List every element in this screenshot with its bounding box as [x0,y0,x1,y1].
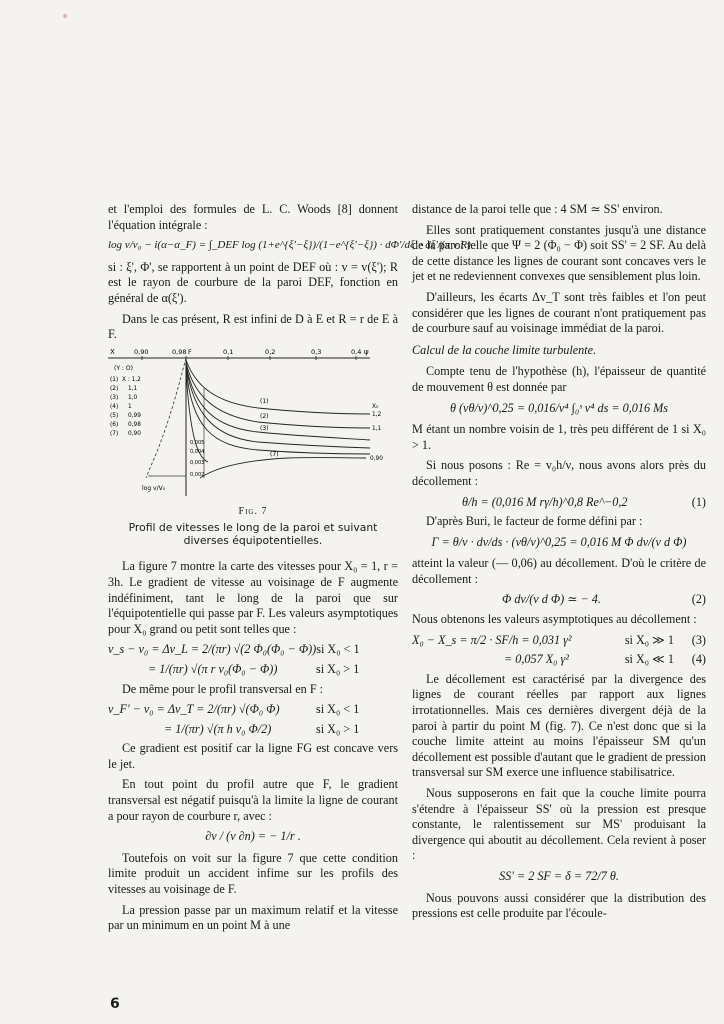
left-paragraph-9: La pression passe par un maximum relatif et la vitesse par un minimum en un point M à une [108,902,398,933]
right-paragraph-3: D'ailleurs, les écarts Δv_T sont très faibles et l'on peut considérer que les lignes de courant n'ont pratiquement pas de courbure sauf au voisinage immédiat de la paroi. [412,289,706,336]
legend-num-3: (3) [110,394,119,401]
section-title: Calcul de la couche limite turbulente. [412,342,597,357]
legend-num-6: (6) [110,421,119,428]
legend-x-4: 1 [128,403,132,410]
legend-x-2: 1,1 [128,385,138,392]
equation-4 [412,652,706,668]
legend-x-1: X : 1,2 [122,376,141,383]
page-number: 6 [110,996,120,1012]
tick-098: 0,98 [172,347,187,356]
tick-f: F [188,347,192,356]
axis-label-log: log v/V₀ [142,484,166,492]
equation-4-number: (4) [691,652,706,667]
right-paragraph-12: Nous pouvons aussi considérer que la distribution des pressions est celle produite par l'écoule- [412,890,706,921]
left-paragraph-6: Ce gradient est positif car la ligne FG est concave vers le jet. [108,741,398,771]
equation-dvl-small [108,642,398,658]
equation-dvt-large-cond: si X₀ > 1 [316,721,360,736]
equation-2-number: (2) [691,592,706,607]
inner-label-4: 0,002 [190,471,205,478]
tick-x: X [110,347,115,356]
y0-label: (Y : O) [114,364,133,372]
legend-x-6: 0,98 [128,421,141,428]
legend-x-7: 0,90 [128,430,141,437]
equation-4-expr: = 0,057 X₀ γ² [504,652,569,667]
equation-3-number: (3) [691,632,706,647]
left-paragraph-3: Dans le cas présent, R est infini de D à E et R = r de E à F. [108,311,398,342]
equation-3-expr: X₀ − X_s = π/2 · SF/h = 0,031 γ² [412,632,572,647]
left-paragraph-2: si : ξ', Φ', se rapportent à un point de DEF où : v = v(ξ'); R est le rayon de courbure de la paroi DEF, fonction en général de α(ξ'). [108,259,398,305]
equation-dvl-large [108,662,398,678]
equation-dvt-small-expr: v_F' − v₀ = Δv_T = 2/(πr) √(Φ₀ Φ) [108,702,280,717]
inner-label-3: 0,003 [190,459,205,466]
left-paragraph-8: Toutefois on voit sur la figure 7 que cette condition limite produit un accident infime sur les profils des vitesses au voisinage de F. [108,850,398,897]
curve-labels [260,398,279,458]
left-paragraph-1: et l'emploi des formules de L. C. Woods [8] donnent l'équation intégrale : [108,202,398,232]
right-label-090: 0,90 [370,455,383,462]
figure-caption: Profil de vitesses le long de la paroi et suivant diverses équipotentielles. [128,521,378,548]
equation-2-expr: Φ dv/(v d Φ) ≃ − 4. [502,592,601,607]
equation-3 [412,633,706,649]
legend-num-7: (7) [110,430,119,437]
left-paragraph-7: En tout point du profil autre que F, le gradient transversal est négatif puisqu'à la limite la ligne de courant a pour rayon de courbure r, avec : [108,777,398,823]
right-labels [370,404,383,462]
legend-num-1: (1) [110,376,119,383]
tick-04: 0,4 [351,347,362,356]
curve-3 [186,364,370,440]
right-paragraph-1: distance de la paroi telle que : 4 SM ≃ SS' environ. [412,202,663,216]
legend-num-4: (4) [110,403,119,410]
equation-dvl-small-expr: v_s − v₀ = Δv_L = 2/(πr) √(2 Φ₀(Φ₀ − Φ)) [108,642,317,657]
equation-integral: log v/v₀ − i(α−α_F) = ∫_DEF log (1+e^{ξ'−ξ})/(1−e^{ξ'−ξ}) · dΦ'/dξ' · dξ'/(π v R) [108,239,471,252]
equation-dvt-large [108,722,398,738]
curve-2 [186,362,370,428]
curve-label-7: (7) [270,450,279,458]
equation-dvl-large-expr: = 1/(πr) √(π r v₀(Φ₀ − Φ)) [148,661,278,676]
equation-4-cond: si X₀ ≪ 1 [624,652,674,667]
equation-theta: θ (vθ/ν)^0,25 = 0,016/v⁴ ∫₀ˢ v⁴ ds = 0,016 Ms [449,400,669,415]
curve-7 [200,457,366,477]
equation-1-expr: θ/h = (0,016 M rγ/h)^0,8 Re^−0,2 [462,494,628,509]
legend-x-5: 0,99 [128,412,141,419]
figure-label: Fig. 7 [238,505,268,517]
equation-dvt-small-cond: si X₀ < 1 [316,702,360,717]
equation-1 [412,495,706,511]
equation-dvt-large-expr: = 1/(πr) √(π h v₀ Φ/2) [164,721,272,736]
right-paragraph-8: atteint la valeur (— 0,06) au décollement. D'où le critère de décollement : [412,556,706,586]
equation-dvl-small-cond: si X₀ < 1 [316,642,360,657]
inner-label-2: 0,004 [190,448,205,455]
curve-label-3: (3) [260,424,269,432]
curve-label-2: (2) [260,412,269,420]
equation-1-number: (1) [691,494,706,509]
curve-label-1: (1) [260,397,269,405]
paper-speck [63,14,67,18]
right-paragraph-11: Nous supposerons en fait que la couche limite pourra s'étendre à l'épaisseur SS' où la pression est presque constante, le ralentissement sur MS' produisant la divergence qui aboutit au décollement. Cela revient à poser : [412,786,706,863]
equation-ss: SS' = 2 SF = δ = 72/7 θ. [499,868,619,883]
equation-dvl-large-cond: si X₀ > 1 [316,661,360,676]
legend-num-2: (2) [110,385,119,392]
right-label-12: 1,2 [372,411,382,418]
equation-form-factor: Γ = θ/v · dv/ds · (vθ/ν)^0,25 = 0,016 M Φ dv/(v d Φ) [431,534,687,549]
right-paragraph-4: Compte tenu de l'hypothèse (h), l'épaisseur de quantité de mouvement θ est donnée par [412,364,706,394]
right-paragraph-9: Nous obtenons les valeurs asymptotiques au décollement : [412,612,697,627]
right-paragraph-2: Elles sont pratiquement constantes jusqu'à une distance de la paroi telle que Ψ = 2 (Φ₀ − Φ) soit SS' = 2 SF. Au delà de cette distance les lignes de courant sont concaves vers le jet et ne redeviennent convexes que sensiblement plus loin. [412,222,706,284]
figure-legend [110,377,141,437]
inner-label-1: 0,005 [190,439,205,446]
right-paragraph-7: D'après Buri, le facteur de forme défini par : [426,514,643,529]
tick-03: 0,3 [311,347,322,356]
right-label-11: 1,1 [372,425,382,432]
equation-2 [412,592,706,608]
left-paragraph-4: La figure 7 montre la carte des vitesses pour X₀ = 1, r = 3h. Le gradient de vitesse au voisinage de F augmente indéfiniment, tant le long de la paroi que sur l'équipotentielle qui passe par F. Les valeurs asymptotiques pour X₀ grand ou petit sont telles que : [108,559,398,636]
legend-num-5: (5) [110,412,119,419]
tick-psi: ψ [364,347,369,356]
right-paragraph-5: M étant un nombre voisin de 1, très peu différent de 1 si X₀ > 1. [412,422,706,452]
left-paragraph-5: De même pour le profil transversal en F : [122,681,324,696]
left-column [108,202,471,939]
equation-curvature: ∂v / (v ∂n) = − 1/r . [205,829,301,844]
tick-01: 0,1 [223,347,234,356]
right-paragraph-6: Si nous posons : Re = v₀h/ν, nous avons alors près du décollement : [412,458,706,488]
inner-labels [190,440,204,478]
figure-7-velocity-profiles [108,348,398,500]
equation-3-cond: si X₀ ≫ 1 [624,632,674,647]
tick-090: 0,90 [134,347,149,356]
right-paragraph-10: Le décollement est caractérisé par la divergence des lignes de courant réelles par rapport aux lignes irrotationnelles. Mais ces dernières divergent déjà de la paroi à partir du point M (fig. 7). Ce n'est donc que si la couche limite atteint au moins l'épaisseur SM qu'un décollement est possible d'autant que le gradient de pression transversal sur SM exerce une influence stabilisatrice. [412,671,706,780]
curve-5 [186,368,370,454]
velocity-curves [186,360,370,478]
right-label-x0: X₀ [372,403,379,410]
equation-dvt-small [108,702,398,718]
right-column [412,202,706,927]
tick-02: 0,2 [265,347,276,356]
legend-x-3: 1,0 [128,394,138,401]
